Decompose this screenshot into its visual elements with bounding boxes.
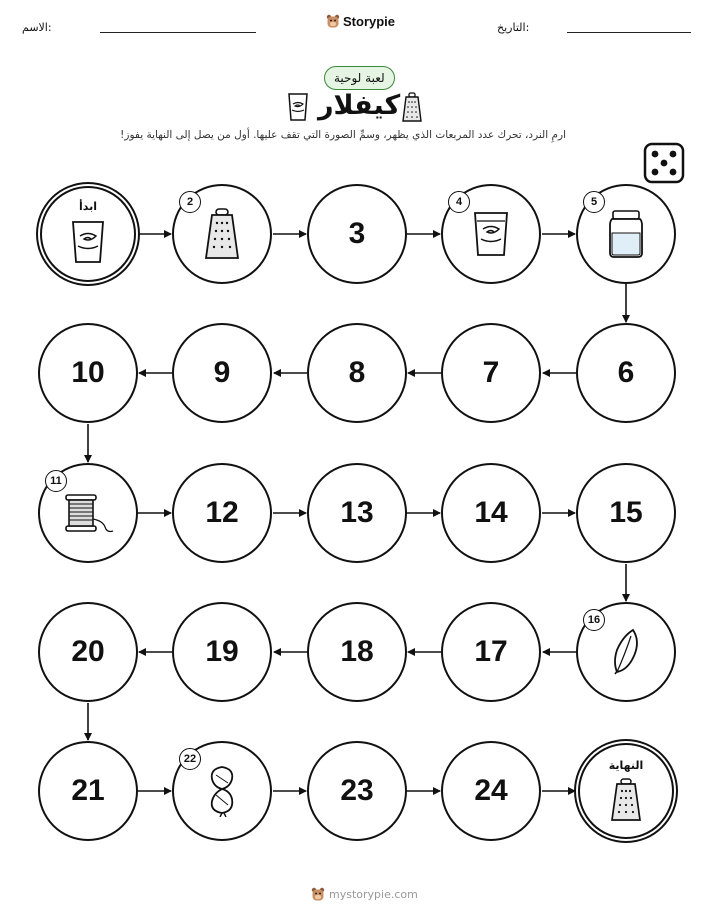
leaf-icon bbox=[611, 628, 641, 676]
board-cell-8 bbox=[307, 323, 407, 423]
board-cell-start bbox=[40, 186, 136, 282]
jar-icon bbox=[608, 209, 644, 259]
footer-url[interactable]: mystorypie.com bbox=[329, 888, 418, 901]
cell-number: 18 bbox=[340, 635, 374, 668]
board-cell-21 bbox=[38, 741, 138, 841]
cell-number-badge: 22 bbox=[179, 748, 201, 770]
cell-number-badge: 16 bbox=[583, 609, 605, 631]
board-cell-10 bbox=[38, 323, 138, 423]
board-cell-19 bbox=[172, 602, 272, 702]
cell-number-badge: 5 bbox=[583, 191, 605, 213]
cell-number-badge: 2 bbox=[179, 191, 201, 213]
bear-icon bbox=[311, 887, 325, 902]
cell-number-badge: 11 bbox=[45, 470, 67, 492]
end-label: النهاية bbox=[608, 759, 644, 772]
cell-number: 15 bbox=[609, 496, 643, 529]
grater-icon bbox=[610, 778, 642, 822]
board-cell-6 bbox=[576, 323, 676, 423]
board-cell-12 bbox=[172, 463, 272, 563]
board-cell-3 bbox=[307, 184, 407, 284]
cell-number: 8 bbox=[348, 356, 366, 389]
rope-knot-icon bbox=[206, 765, 238, 817]
board-cell-end bbox=[578, 743, 674, 839]
thread-spool-icon bbox=[60, 491, 116, 535]
name-label: الاسم: bbox=[22, 21, 52, 34]
cell-number: 13 bbox=[340, 496, 374, 529]
board-cell-24 bbox=[441, 741, 541, 841]
cell-number: 24 bbox=[474, 774, 508, 807]
cell-number: 19 bbox=[205, 635, 239, 668]
board-cell-7 bbox=[441, 323, 541, 423]
cell-number: 12 bbox=[205, 496, 239, 529]
game-type-pill: لعبة لوحية bbox=[324, 66, 395, 90]
board-cell-14 bbox=[441, 463, 541, 563]
grater-icon bbox=[204, 208, 240, 260]
board-cell-23 bbox=[307, 741, 407, 841]
instructions: ارمِ النرد، تحرك عدد المربعات الذي يظهر، وسمِّ الصورة التي تقف عليها. أول من يصل إلى النهاية يفوز! bbox=[120, 129, 566, 141]
board-cell-20 bbox=[38, 602, 138, 702]
board-cell-17 bbox=[441, 602, 541, 702]
board-cell-15 bbox=[576, 463, 676, 563]
cell-number: 14 bbox=[474, 496, 508, 529]
cell-number: 3 bbox=[348, 217, 366, 250]
board-cell-13 bbox=[307, 463, 407, 563]
cell-number: 10 bbox=[71, 356, 105, 389]
page-title: كيفلار bbox=[318, 90, 401, 121]
date-label: التاريخ: bbox=[497, 21, 530, 34]
glass-icon bbox=[473, 211, 509, 257]
cell-number: 9 bbox=[213, 356, 231, 389]
board-cell-18 bbox=[307, 602, 407, 702]
cell-number: 23 bbox=[340, 774, 374, 807]
cell-number: 17 bbox=[474, 635, 508, 668]
cell-number: 6 bbox=[617, 356, 635, 389]
footer bbox=[311, 887, 418, 902]
start-label: ابدأ bbox=[78, 200, 98, 213]
glass-icon bbox=[71, 220, 105, 264]
brand-name: Storypie bbox=[343, 14, 396, 29]
board-cell-9 bbox=[172, 323, 272, 423]
cell-number-badge: 4 bbox=[448, 191, 470, 213]
cell-number: 20 bbox=[71, 635, 105, 668]
cell-number: 21 bbox=[71, 774, 105, 807]
cell-number: 7 bbox=[482, 356, 500, 389]
